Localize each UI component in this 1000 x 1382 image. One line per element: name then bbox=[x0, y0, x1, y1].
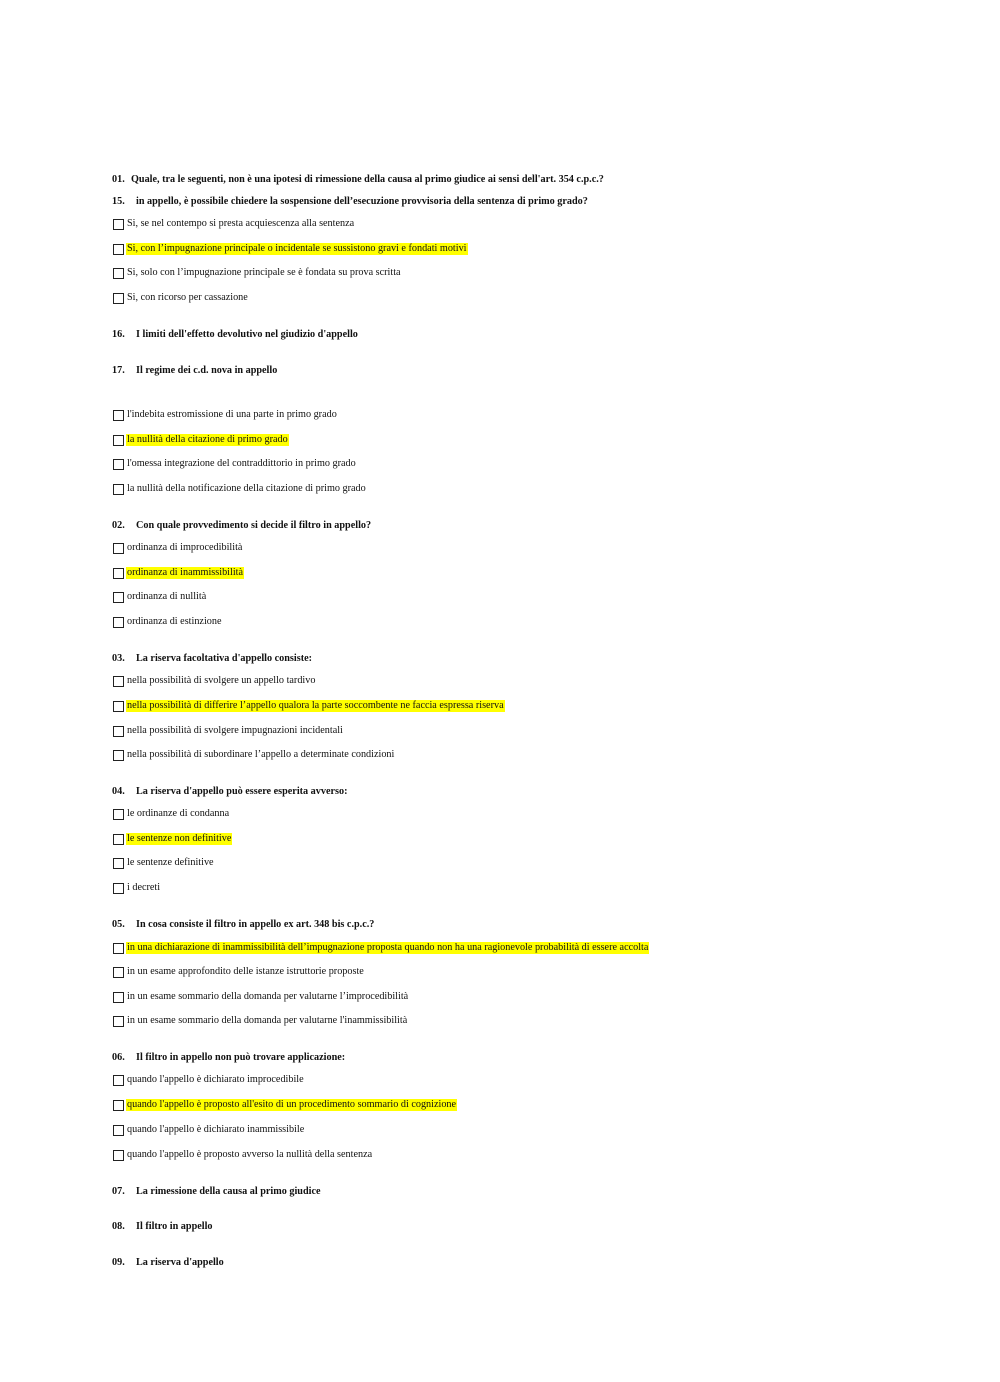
answer-option[interactable] bbox=[113, 746, 395, 764]
answer-label: in un esame sommario della domanda per valutarne l'inammissibilità bbox=[127, 1015, 408, 1027]
answer-label: la nullità della notificazione della citazione di primo grado bbox=[127, 483, 366, 495]
checkbox[interactable] bbox=[113, 1016, 124, 1027]
answer-label-highlighted: quando l'appello è proposto all'esito di un procedimento sommario di cognizione bbox=[127, 1099, 457, 1111]
checkbox[interactable] bbox=[113, 435, 124, 446]
question-number: 08. bbox=[112, 1221, 125, 1232]
checkbox[interactable] bbox=[113, 592, 124, 603]
answer-option[interactable] bbox=[113, 1121, 305, 1139]
checkbox[interactable] bbox=[113, 676, 124, 687]
question-text: in appello, è possibile chiedere la sospensione dell’esecuzione provvisoria della sentenza di primo grado? bbox=[136, 196, 588, 207]
answer-label: Si, solo con l’impugnazione principale se è fondata su prova scritta bbox=[127, 267, 401, 279]
checkbox[interactable] bbox=[113, 1150, 124, 1161]
answer-option[interactable] bbox=[113, 854, 215, 872]
checkbox[interactable] bbox=[113, 543, 124, 554]
answer-option[interactable] bbox=[113, 215, 355, 233]
checkbox[interactable] bbox=[113, 943, 124, 954]
question-text: La riserva d'appello può essere esperita avverso: bbox=[136, 786, 348, 797]
answer-label: in un esame sommario della domanda per valutarne l’improcedibilità bbox=[127, 991, 409, 1003]
question-heading bbox=[112, 174, 604, 186]
question-text: I limiti dell'effetto devolutivo nel giudizio d'appello bbox=[136, 329, 358, 340]
answer-label: l'indebita estromissione di una parte in primo grado bbox=[127, 409, 337, 421]
answer-option[interactable] bbox=[113, 1146, 373, 1164]
answer-option[interactable] bbox=[113, 480, 367, 498]
answer-option[interactable] bbox=[113, 939, 649, 957]
question-number: 09. bbox=[112, 1257, 125, 1268]
checkbox[interactable] bbox=[113, 726, 124, 737]
answer-label: ordinanza di improcedibilità bbox=[127, 542, 243, 554]
answer-option[interactable] bbox=[113, 289, 249, 307]
question-heading bbox=[112, 786, 347, 798]
answer-label-highlighted: ordinanza di inammissibilità bbox=[127, 567, 244, 579]
question-text: In cosa consiste il filtro in appello ex art. 348 bis c.p.c.? bbox=[136, 919, 375, 930]
checkbox[interactable] bbox=[113, 293, 124, 304]
checkbox[interactable] bbox=[113, 410, 124, 421]
answer-option[interactable] bbox=[113, 613, 222, 631]
answer-option[interactable] bbox=[113, 963, 365, 981]
answer-label: i decreti bbox=[127, 882, 161, 894]
answer-option[interactable] bbox=[113, 879, 161, 897]
checkbox[interactable] bbox=[113, 809, 124, 820]
question-heading bbox=[112, 329, 358, 341]
answer-label: ordinanza di estinzione bbox=[127, 616, 222, 628]
answer-label-highlighted: Si, con l’impugnazione principale o incidentale se sussistono gravi e fondati motivi bbox=[127, 243, 467, 255]
checkbox[interactable] bbox=[113, 858, 124, 869]
answer-option[interactable] bbox=[113, 564, 244, 582]
answer-label: le sentenze definitive bbox=[127, 857, 214, 869]
answer-option[interactable] bbox=[113, 1012, 408, 1030]
question-number: 07. bbox=[112, 1186, 125, 1197]
answer-label: Si, con ricorso per cassazione bbox=[127, 292, 248, 304]
question-text: Il filtro in appello bbox=[136, 1221, 213, 1232]
question-number: 04. bbox=[112, 786, 125, 797]
question-number: 01. bbox=[112, 174, 125, 185]
answer-option[interactable] bbox=[113, 988, 409, 1006]
checkbox[interactable] bbox=[113, 459, 124, 470]
question-number: 17. bbox=[112, 365, 125, 376]
checkbox[interactable] bbox=[113, 268, 124, 279]
question-heading bbox=[112, 520, 371, 532]
question-heading bbox=[112, 1052, 345, 1064]
question-heading bbox=[112, 1221, 213, 1233]
question-text: La riserva facoltativa d'appello consiste: bbox=[136, 653, 312, 664]
checkbox[interactable] bbox=[113, 484, 124, 495]
answer-label-highlighted: in una dichiarazione di inammissibilità dell’impugnazione proposta quando non ha una ragionevole probabilità di essere accolta bbox=[127, 942, 649, 954]
answer-option[interactable] bbox=[113, 805, 230, 823]
question-text: La rimessione della causa al primo giudice bbox=[136, 1186, 321, 1197]
checkbox[interactable] bbox=[113, 1125, 124, 1136]
question-number: 03. bbox=[112, 653, 125, 664]
question-heading bbox=[112, 653, 312, 665]
question-number: 05. bbox=[112, 919, 125, 930]
question-number: 02. bbox=[112, 520, 125, 531]
answer-option[interactable] bbox=[113, 431, 289, 449]
question-heading bbox=[112, 1186, 321, 1198]
answer-label: quando l'appello è dichiarato improcedibile bbox=[127, 1074, 304, 1086]
question-text: Con quale provvedimento si decide il filtro in appello? bbox=[136, 520, 372, 531]
answer-label: nella possibilità di svolgere impugnazioni incidentali bbox=[127, 725, 343, 737]
answer-option[interactable] bbox=[113, 1096, 457, 1114]
answer-option[interactable] bbox=[113, 672, 316, 690]
answer-option[interactable] bbox=[113, 722, 344, 740]
question-heading bbox=[112, 365, 277, 377]
answer-label: le ordinanze di condanna bbox=[127, 808, 230, 820]
checkbox[interactable] bbox=[113, 992, 124, 1003]
checkbox[interactable] bbox=[113, 883, 124, 894]
question-text: Il filtro in appello non può trovare applicazione: bbox=[136, 1052, 346, 1063]
answer-option[interactable] bbox=[113, 830, 232, 848]
checkbox[interactable] bbox=[113, 750, 124, 761]
checkbox[interactable] bbox=[113, 244, 124, 255]
answer-label-highlighted: nella possibilità di differire l’appello qualora la parte soccombente ne faccia espressa riserva bbox=[127, 700, 504, 712]
checkbox[interactable] bbox=[113, 568, 124, 579]
question-number: 16. bbox=[112, 329, 125, 340]
checkbox[interactable] bbox=[113, 834, 124, 845]
question-number: 15. bbox=[112, 196, 125, 207]
checkbox[interactable] bbox=[113, 219, 124, 230]
answer-label: nella possibilità di svolgere un appello tardivo bbox=[127, 675, 316, 687]
answer-label-highlighted: la nullità della citazione di primo grado bbox=[127, 434, 288, 446]
question-text: Il regime dei c.d. nova in appello bbox=[136, 365, 278, 376]
question-text: Quale, tra le seguenti, non è una ipotesi di rimessione della causa al primo giudice ai sensi dell'art. 354 c.p.c.? bbox=[131, 174, 604, 185]
answer-option[interactable] bbox=[113, 264, 402, 282]
answer-label: in un esame approfondito delle istanze istruttorie proposte bbox=[127, 966, 364, 978]
checkbox[interactable] bbox=[113, 1100, 124, 1111]
question-heading bbox=[112, 196, 588, 208]
checkbox[interactable] bbox=[113, 1075, 124, 1086]
answer-option[interactable] bbox=[113, 406, 338, 424]
question-number: 06. bbox=[112, 1052, 125, 1063]
answer-option[interactable] bbox=[113, 240, 468, 258]
question-heading bbox=[112, 1257, 224, 1269]
question-text: La riserva d'appello bbox=[136, 1257, 224, 1268]
answer-option[interactable] bbox=[113, 697, 505, 715]
checkbox[interactable] bbox=[113, 701, 124, 712]
answer-label: Si, se nel contempo si presta acquiescenza alla sentenza bbox=[127, 218, 355, 230]
answer-label: nella possibilità di subordinare l’appello a determinate condizioni bbox=[127, 749, 395, 761]
answer-label: ordinanza di nullità bbox=[127, 591, 207, 603]
answer-label: quando l'appello è proposto avverso la nullità della sentenza bbox=[127, 1149, 373, 1161]
checkbox[interactable] bbox=[113, 967, 124, 978]
answer-label-highlighted: le sentenze non definitive bbox=[127, 833, 232, 845]
checkbox[interactable] bbox=[113, 617, 124, 628]
answer-label: l'omessa integrazione del contraddittorio in primo grado bbox=[127, 458, 356, 470]
question-heading bbox=[112, 919, 374, 931]
answer-option[interactable] bbox=[113, 588, 207, 606]
answer-label: quando l'appello è dichiarato inammissibile bbox=[127, 1124, 305, 1136]
answer-option[interactable] bbox=[113, 1071, 305, 1089]
answer-option[interactable] bbox=[113, 455, 357, 473]
answer-option[interactable] bbox=[113, 539, 243, 557]
